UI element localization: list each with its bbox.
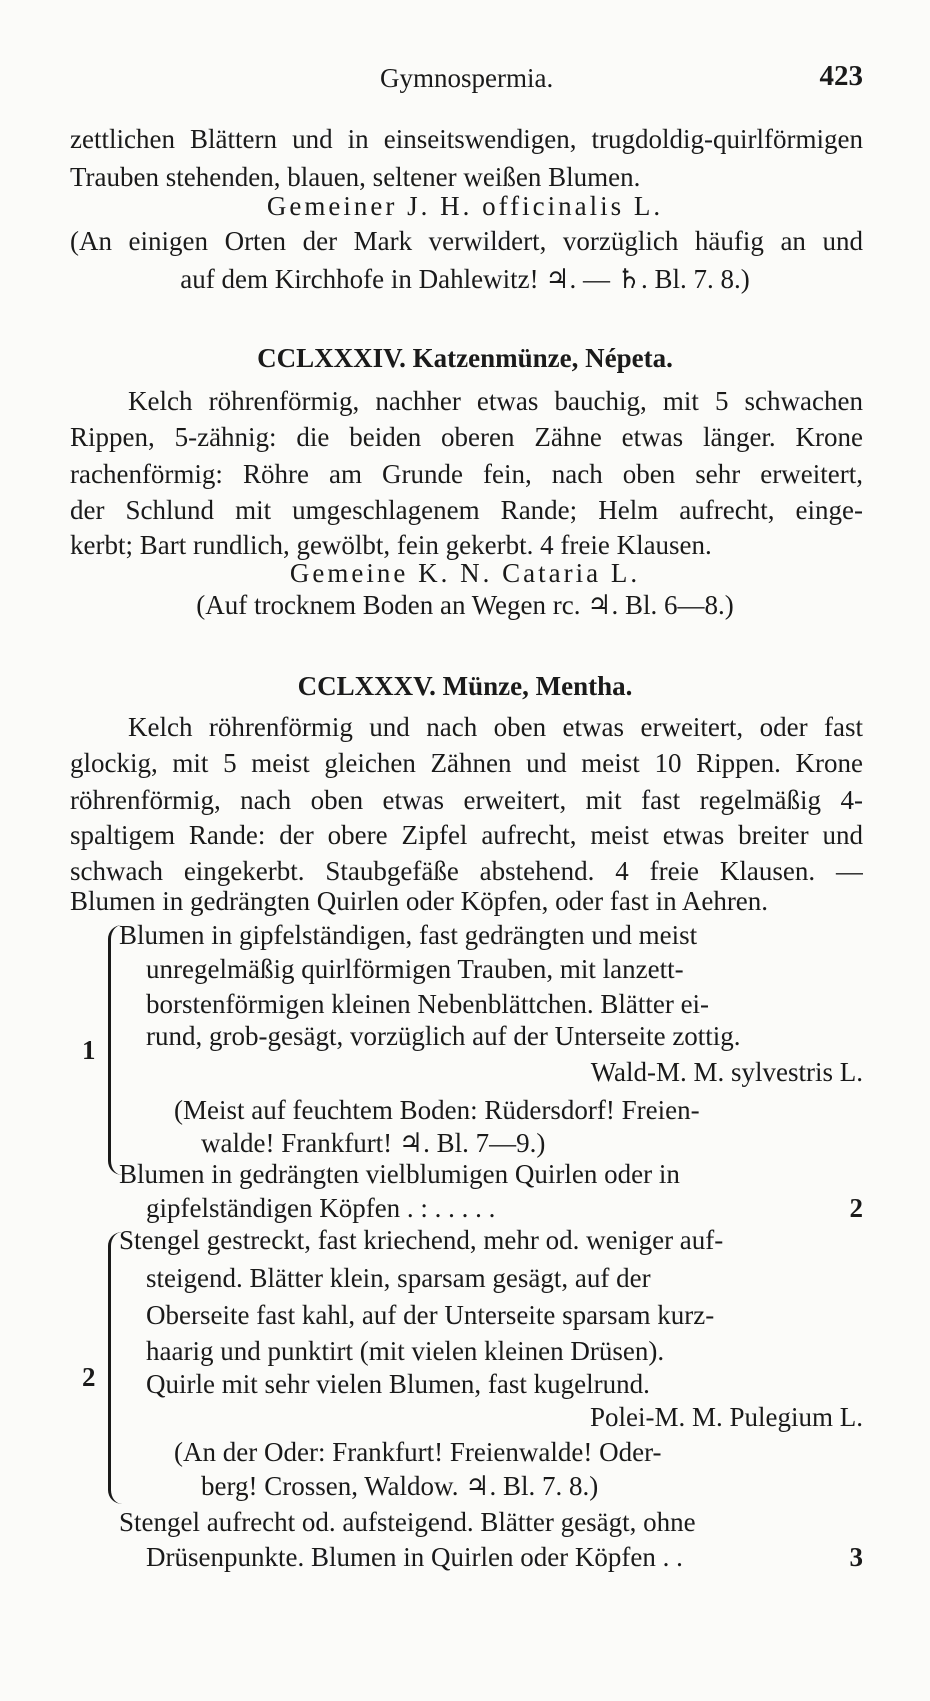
key-line: walde! Frankfurt! ♃. Bl. 7—9.)	[201, 1128, 546, 1158]
text-line: kerbt; Bart rundlich, gewölbt, fein gekerbt. 4 freie Klausen.	[70, 530, 712, 560]
species-name: Gemeine K. N. Cataria L.	[289, 558, 641, 588]
key-line: haarig und punktirt (mit vielen kleinen Drüsen).	[146, 1336, 665, 1366]
text-line: zettlichen Blättern und in einseitswendigen, trugdoldig-quirlförmigen	[70, 124, 863, 154]
text-line: glockig, mit 5 meist gleichen Zähnen und meist 10 Rippen. Krone	[70, 748, 863, 778]
key-reference: 2	[849, 1193, 863, 1223]
text-line: spaltigem Rande: der obere Zipfel aufrecht, meist etwas breiter und	[70, 820, 863, 850]
key-line: Oberseite fast kahl, auf der Unterseite sparsam kurz-	[146, 1300, 715, 1330]
key-number: 2	[82, 1362, 96, 1392]
key-line: Quirle mit sehr vielen Blumen, fast kugelrund.	[146, 1369, 650, 1399]
species-name: Gemeiner J. H. officinalis L.	[266, 191, 664, 221]
key-text: gipfelständigen Köpfen . : . . . . .	[146, 1193, 496, 1223]
key-text: Drüsenpunkte. Blumen in Quirlen oder Köpfen . .	[146, 1542, 683, 1572]
key-line: rund, grob-gesägt, vorzüglich auf der Unterseite zottig.	[146, 1021, 741, 1051]
text-line: Rippen, 5-zähnig: die beiden oberen Zähne etwas länger. Krone	[70, 422, 863, 452]
genus-heading: CCLXXXV. Münze, Mentha.	[297, 671, 633, 701]
text-line: Kelch röhrenförmig und nach oben etwas erweitert, oder fast	[128, 712, 863, 742]
key-brace	[108, 925, 125, 1175]
key-line: Stengel gestreckt, fast kriechend, mehr od. weniger auf-	[119, 1225, 724, 1255]
text-line: schwach eingekerbt. Staubgefäße abstehend. 4 freie Klausen. —	[70, 856, 863, 886]
text-line: Trauben stehenden, blauen, seltener weißen Blumen.	[70, 162, 641, 192]
key-line: steigend. Blätter klein, sparsam gesägt, auf der	[146, 1263, 651, 1293]
text-line: rachenförmig: Röhre am Grunde fein, nach oben sehr erweitert,	[70, 459, 863, 489]
species-name: Wald-M. M. sylvestris L.	[590, 1057, 863, 1087]
key-brace	[108, 1232, 125, 1504]
key-line	[146, 1540, 863, 1574]
running-title: Gymnospermia.	[380, 63, 554, 93]
key-line: (An der Oder: Frankfurt! Freienwalde! Oder-	[174, 1437, 662, 1467]
text-line: röhrenförmig, nach oben etwas erweitert, mit fast regelmäßig 4-	[70, 785, 863, 815]
text-line: (Auf trocknem Boden an Wegen rc. ♃. Bl. 6—8.)	[196, 590, 734, 620]
key-number: 1	[82, 1035, 96, 1065]
text-line: (An einigen Orten der Mark verwildert, vorzüglich häufig an und	[70, 226, 863, 256]
key-reference: 3	[849, 1542, 863, 1572]
species-name: Polei-M. M. Pulegium L.	[589, 1402, 863, 1432]
key-line: Blumen in gedrängten vielblumigen Quirlen oder in	[119, 1159, 680, 1189]
text-line: der Schlund mit umgeschlagenem Rande; Helm aufrecht, einge-	[70, 495, 863, 525]
key-line: unregelmäßig quirlförmigen Trauben, mit lanzett-	[146, 954, 684, 984]
page-number: 423	[819, 60, 863, 92]
key-line: Stengel aufrecht od. aufsteigend. Blätter gesägt, ohne	[119, 1507, 696, 1537]
key-line: berg! Crossen, Waldow. ♃. Bl. 7. 8.)	[201, 1471, 599, 1501]
key-line: Blumen in gipfelständigen, fast gedrängten und meist	[119, 920, 698, 950]
genus-heading: CCLXXXIV. Katzenmünze, Népeta.	[257, 343, 673, 373]
key-line: (Meist auf feuchtem Boden: Rüdersdorf! Freien-	[174, 1095, 700, 1125]
text-line: auf dem Kirchhofe in Dahlewitz! ♃. — ♄. Bl. 7. 8.)	[180, 264, 750, 294]
key-line	[146, 1191, 863, 1225]
text-line: Blumen in gedrängten Quirlen oder Köpfen, oder fast in Aehren.	[70, 886, 769, 916]
text-line: Kelch röhrenförmig, nachher etwas bauchig, mit 5 schwachen	[128, 386, 863, 416]
key-line: borstenförmigen kleinen Nebenblättchen. Blätter ei-	[146, 989, 710, 1019]
